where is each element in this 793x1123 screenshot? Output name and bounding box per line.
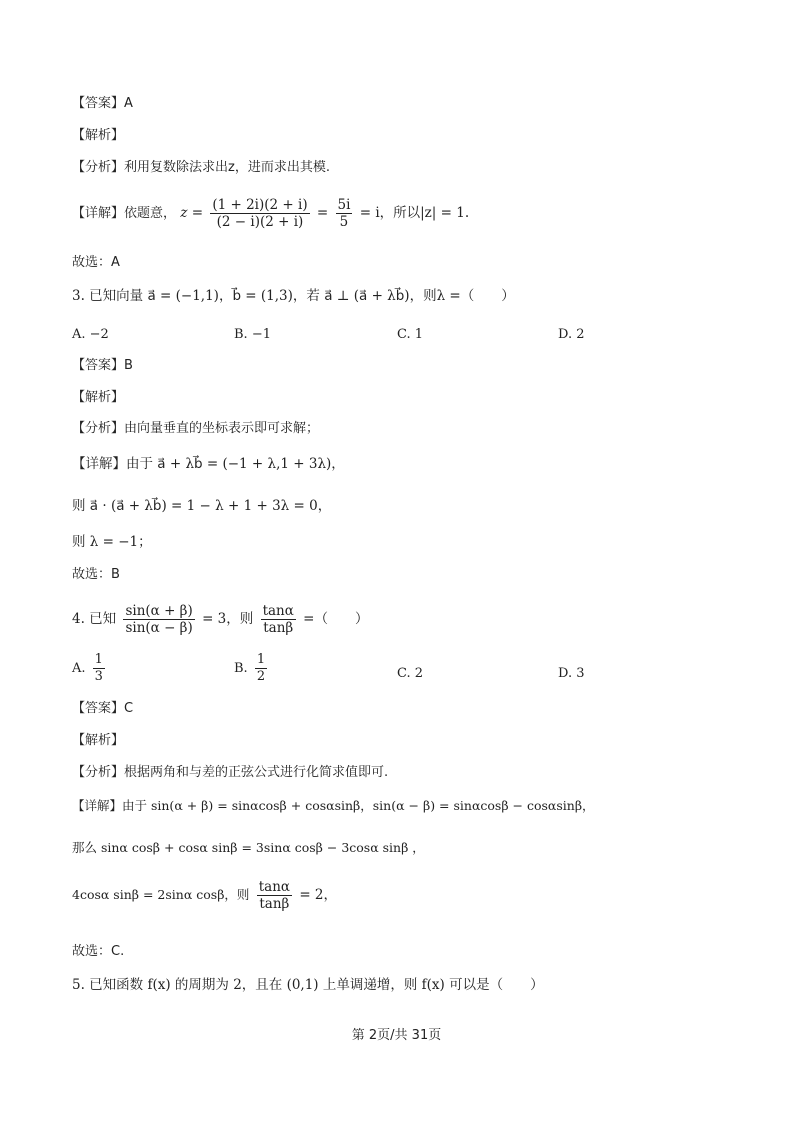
q2-fenxi: 【分析】利用复数除法求出z，进而求出其模. (72, 160, 330, 175)
q4-xiangjie: 【详解】由于 sin(α + β) = sinαcosβ + cosαsinβ，sin(α − β) = sinαcosβ − cosαsinβ， (72, 798, 595, 813)
q3-option-c: C. 1 (397, 327, 424, 342)
q2-fraction-den: (2 − i)(2 + i) (216, 214, 304, 230)
q4-stem-fraction2 (261, 603, 296, 636)
q4-stem-fraction2-den: tanβ (263, 620, 294, 636)
q3-fenxi: 【分析】由向量垂直的坐标表示即可求解； (72, 421, 320, 436)
q4-stem-fraction-num: sin(α + β) (125, 603, 193, 619)
q3-option-b: B. −1 (234, 327, 271, 342)
q2-fraction-num: (1 + 2i)(2 + i) (212, 197, 308, 213)
q4-option-c: C. 2 (397, 666, 424, 681)
q4-option-a-label: A. (72, 661, 86, 676)
q4-option-b-fraction (255, 652, 267, 685)
q4-option-b-label: B. (234, 661, 248, 676)
q4-stem-tail: =（ ） (303, 611, 369, 627)
q3-option-a: A. −2 (72, 327, 109, 342)
q4-answer: 【答案】C (72, 701, 134, 716)
q4-analysis-label: 【解析】 (72, 733, 125, 748)
q4-fenxi: 【分析】根据两角和与差的正弦公式进行化简求值即可. (72, 765, 389, 780)
q2-answer: 【答案】A (72, 96, 133, 111)
q4-stem-fraction (123, 603, 194, 636)
q3-xiangjie: 【详解】由于 a⃗ + λb⃗ = (−1 + λ,1 + 3λ)， (72, 456, 345, 472)
q4-option-a-fraction (93, 652, 105, 685)
q2-fraction2-den: 5 (339, 214, 349, 230)
q4-option-a (72, 652, 108, 685)
q4-step3-den: tanβ (259, 896, 290, 912)
q4-stem-mid: = 3，则 (202, 611, 254, 627)
q2-eq-tail: = i，所以|z| = 1. (359, 205, 470, 221)
q2-xiangjie (72, 197, 469, 230)
q4-stem-fraction2-num: tanα (262, 603, 294, 619)
q2-fraction2-num: 5i (337, 197, 351, 213)
q3-answer: 【答案】B (72, 358, 133, 373)
q4-step3-num: tanα (258, 879, 291, 895)
q4-stem-fraction-den: sin(α − β) (125, 620, 193, 636)
q4-step3 (72, 879, 337, 912)
q4-step3-fraction (257, 879, 292, 912)
q2-eq-lhs: z = (180, 205, 204, 221)
q4-choose: 故选：C. (72, 944, 125, 959)
q4-option-b (234, 652, 270, 685)
q4-option-b-num: 1 (256, 652, 266, 667)
q4-step2: 那么 sinα cosβ + cosα sinβ = 3sinα cosβ − 3cosα sinβ ， (72, 840, 425, 855)
q2-fraction2 (336, 197, 353, 230)
q2-xiangjie-prefix: 【详解】依题意， (72, 206, 177, 221)
q4-option-d: D. 3 (558, 666, 585, 681)
page-footer: 第 2页/共 31页 (351, 1028, 442, 1043)
q3-choose: 故选：B (72, 567, 120, 582)
q3-option-d: D. 2 (558, 327, 585, 342)
q3-analysis-label: 【解析】 (72, 390, 125, 405)
q4-stem-prefix: 4. 已知 (72, 611, 117, 627)
q4-option-b-den: 2 (256, 669, 266, 684)
q4-option-a-num: 1 (94, 652, 103, 667)
q4-step3-tail: = 2， (299, 887, 338, 903)
q2-eq-mid: = (316, 205, 329, 221)
q3-stem: 3. 已知向量 a⃗ = (−1,1)，b⃗ = (1,3)，若 a⃗ ⊥ (a⃗ + λb⃗)，则λ =（ ） (72, 288, 515, 304)
q2-choose: 故选：A (72, 255, 120, 270)
q5-stem: 5. 已知函数 f(x) 的周期为 2，且在 (0,1) 上单调递增，则 f(x) 可以是（ ） (72, 977, 544, 993)
q3-step3: 则 λ = −1； (72, 534, 152, 550)
q2-fraction (210, 197, 309, 230)
q2-analysis-label: 【解析】 (72, 128, 125, 143)
q4-stem (72, 603, 368, 636)
q4-option-a-den: 3 (94, 669, 103, 684)
q4-step3-prefix: 4cosα sinβ = 2sinα cosβ，则 (72, 887, 250, 902)
q3-step2: 则 a⃗ · (a⃗ + λb⃗) = 1 − λ + 1 + 3λ = 0， (72, 498, 332, 514)
